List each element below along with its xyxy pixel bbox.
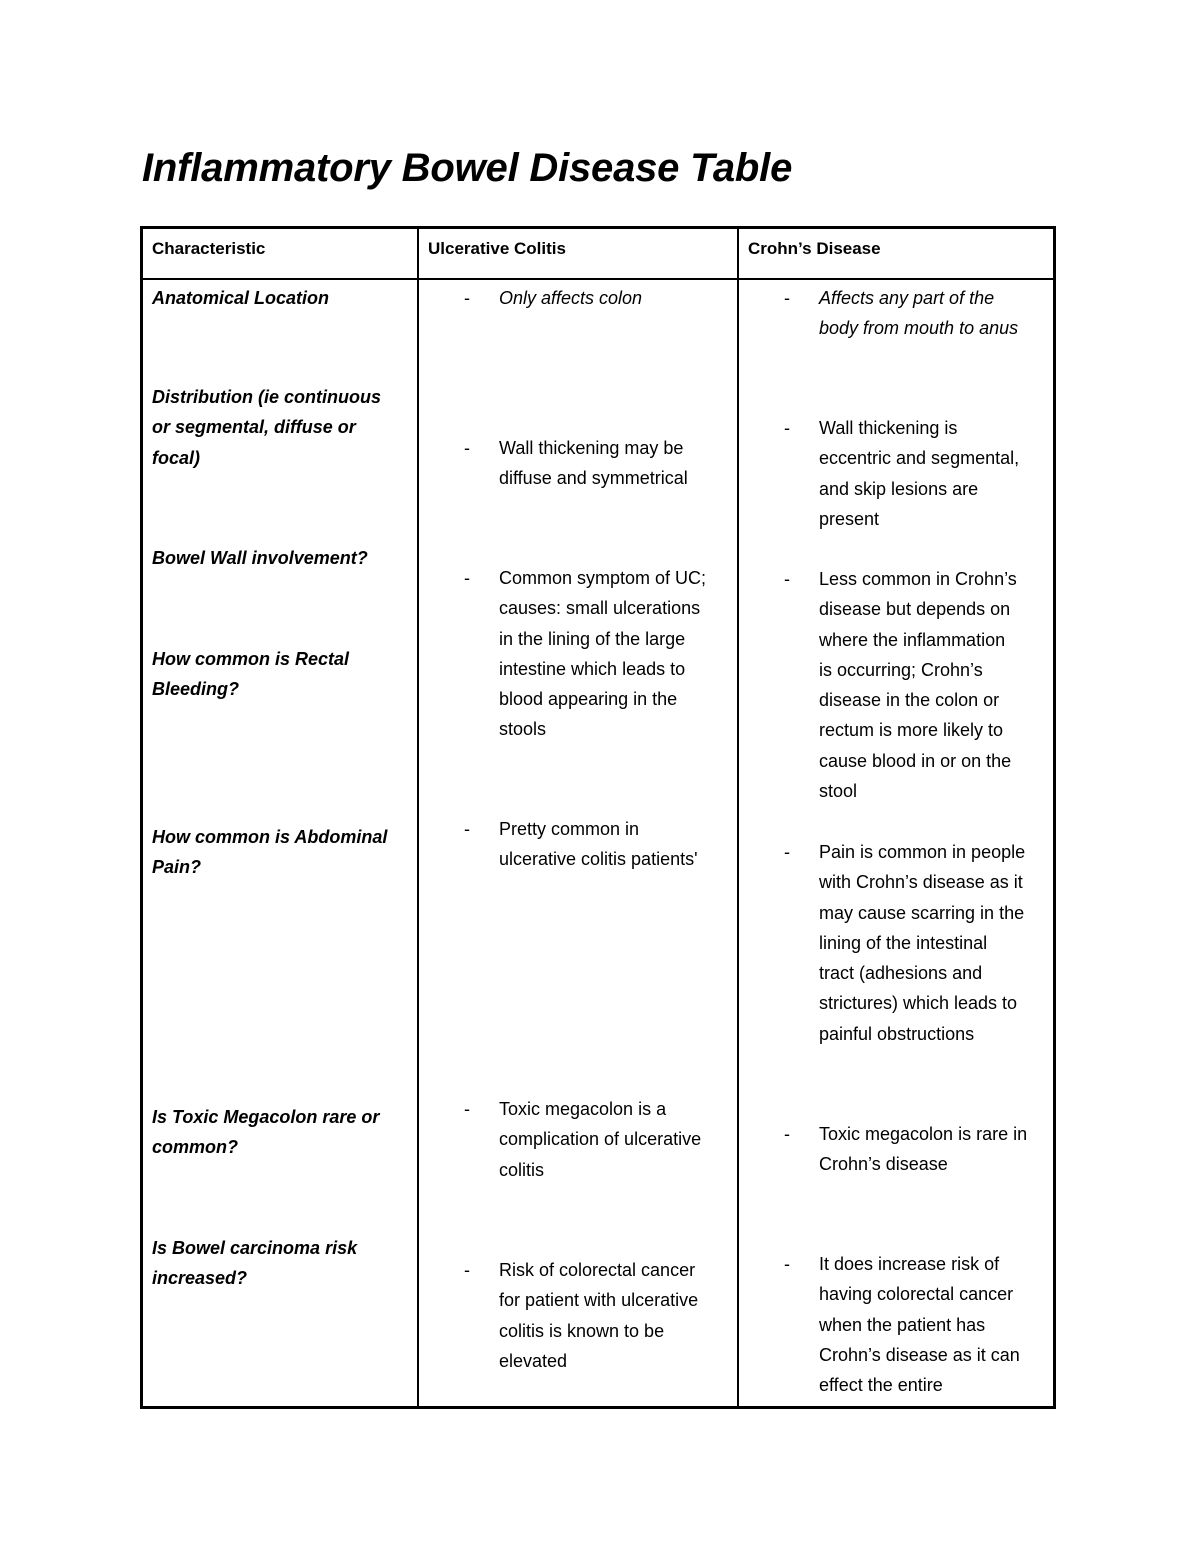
crohns-anatomical-location <box>819 283 1018 344</box>
text-line: elevated <box>499 1350 568 1371</box>
bullet-dash: - <box>784 1254 790 1274</box>
text-line: disease in the colon or <box>819 690 1000 711</box>
crohns-rectal-bleeding <box>819 564 1017 806</box>
text-line: Crohn’s disease <box>819 1154 948 1175</box>
text-line: blood appearing in the <box>499 689 678 710</box>
text-line: may cause scarring in the <box>819 902 1025 923</box>
text-line: Risk of colorectal cancer <box>499 1260 696 1280</box>
text-line: Bleeding? <box>152 679 240 700</box>
uc-bowel-carcinoma <box>499 1255 698 1376</box>
characteristic-toxic-megacolon <box>152 1102 379 1163</box>
uc-rectal-bleeding <box>499 563 706 745</box>
text-line: causes: small ulcerations <box>499 598 701 619</box>
text-line: stools <box>499 719 547 740</box>
bullet-dash: - <box>784 842 790 862</box>
header-characteristic: Characteristic <box>152 239 266 258</box>
text-line: colitis is known to be <box>499 1320 665 1341</box>
text-line: increased? <box>152 1268 248 1289</box>
text-line: common? <box>152 1137 239 1158</box>
characteristic-anatomical-location <box>152 283 329 313</box>
text-line: strictures) which leads to <box>819 993 1018 1014</box>
text-line: or segmental, diffuse or <box>152 417 356 438</box>
ibd-comparison-table <box>140 226 1056 1409</box>
text-line: having colorectal cancer <box>819 1284 1014 1305</box>
text-line: How common is Rectal <box>152 649 350 669</box>
text-line: Pain is common in people <box>819 842 1026 862</box>
crohns-abdominal-pain <box>819 837 1025 1049</box>
text-line: Anatomical Location <box>152 288 330 308</box>
uc-anatomical-location <box>499 283 642 313</box>
text-line: painful obstructions <box>819 1023 975 1044</box>
text-line: present <box>819 508 880 529</box>
text-line: It does increase risk of <box>819 1254 1000 1274</box>
bullet-dash: - <box>464 438 470 458</box>
text-line: diffuse and symmetrical <box>499 468 688 489</box>
text-line: Is Bowel carcinoma risk <box>152 1238 358 1258</box>
crohns-wall-involvement <box>819 413 1019 534</box>
text-line: cause blood in or on the <box>819 750 1012 771</box>
bullet-dash: - <box>784 288 790 308</box>
text-line: Distribution (ie continuous <box>152 387 381 407</box>
bullet-dash: - <box>464 1099 470 1119</box>
header-row-divider <box>143 278 1053 280</box>
text-line: Bowel Wall involvement? <box>152 548 368 568</box>
text-line: stool <box>819 781 858 802</box>
text-line: effect the entire <box>819 1375 943 1396</box>
bullet-dash: - <box>784 1124 790 1144</box>
text-line: Only affects colon <box>499 288 643 308</box>
text-line: colitis <box>499 1159 545 1180</box>
text-line: Wall thickening may be <box>499 438 684 458</box>
text-line: disease but depends on <box>819 599 1011 620</box>
text-line: focal) <box>152 447 201 468</box>
text-line: is occurring; Crohn’s <box>819 659 983 680</box>
header-ulcerative-colitis: Ulcerative Colitis <box>428 239 566 258</box>
uc-toxic-megacolon <box>499 1094 701 1185</box>
text-line: where the inflammation <box>819 629 1006 650</box>
text-line: Common symptom of UC; <box>499 568 707 588</box>
crohns-bowel-carcinoma <box>819 1249 1020 1400</box>
text-line: intestine which leads to <box>499 658 686 679</box>
text-line: Toxic megacolon is a <box>499 1099 667 1119</box>
document-title: Inflammatory Bowel Disease Table <box>142 146 793 190</box>
text-line: Affects any part of the <box>819 288 995 308</box>
characteristic-bowel-carcinoma <box>152 1233 357 1294</box>
bullet-dash: - <box>464 1260 470 1280</box>
column-divider <box>417 229 419 1406</box>
bullet-dash: - <box>784 569 790 589</box>
column-divider <box>737 229 739 1406</box>
text-line: How common is Abdominal <box>152 827 388 847</box>
text-line: when the patient has <box>819 1314 986 1335</box>
text-line: Toxic megacolon is rare in <box>819 1124 1028 1144</box>
characteristic-bowel-wall <box>152 543 368 573</box>
text-line: ulcerative colitis patients' <box>499 849 698 870</box>
text-line: Wall thickening is <box>819 418 958 438</box>
text-line: Pain? <box>152 857 202 878</box>
bullet-dash: - <box>784 418 790 438</box>
text-line: Crohn’s disease as it can <box>819 1344 1020 1365</box>
bullet-dash: - <box>464 819 470 839</box>
characteristic-abdominal-pain <box>152 822 387 883</box>
uc-abdominal-pain <box>499 814 698 875</box>
header-crohns-disease: Crohn’s Disease <box>748 239 881 258</box>
text-line: Pretty common in <box>499 819 640 839</box>
uc-wall-involvement <box>499 433 688 494</box>
text-line: lining of the intestinal <box>819 932 988 953</box>
text-line: for patient with ulcerative <box>499 1290 699 1311</box>
characteristic-rectal-bleeding <box>152 644 349 705</box>
text-line: rectum is more likely to <box>819 720 1004 741</box>
characteristic-distribution <box>152 382 381 473</box>
text-line: complication of ulcerative <box>499 1129 702 1150</box>
crohns-toxic-megacolon <box>819 1119 1027 1180</box>
text-line: Is Toxic Megacolon rare or <box>152 1107 380 1127</box>
text-line: with Crohn’s disease as it <box>819 872 1023 893</box>
text-line: in the lining of the large <box>499 628 686 649</box>
text-line: Less common in Crohn’s <box>819 569 1017 589</box>
text-line: tract (adhesions and <box>819 963 983 984</box>
bullet-dash: - <box>464 568 470 588</box>
text-line: body from mouth to anus <box>819 318 1019 339</box>
text-line: eccentric and segmental, <box>819 448 1020 469</box>
bullet-dash: - <box>464 288 470 308</box>
text-line: and skip lesions are <box>819 478 979 499</box>
